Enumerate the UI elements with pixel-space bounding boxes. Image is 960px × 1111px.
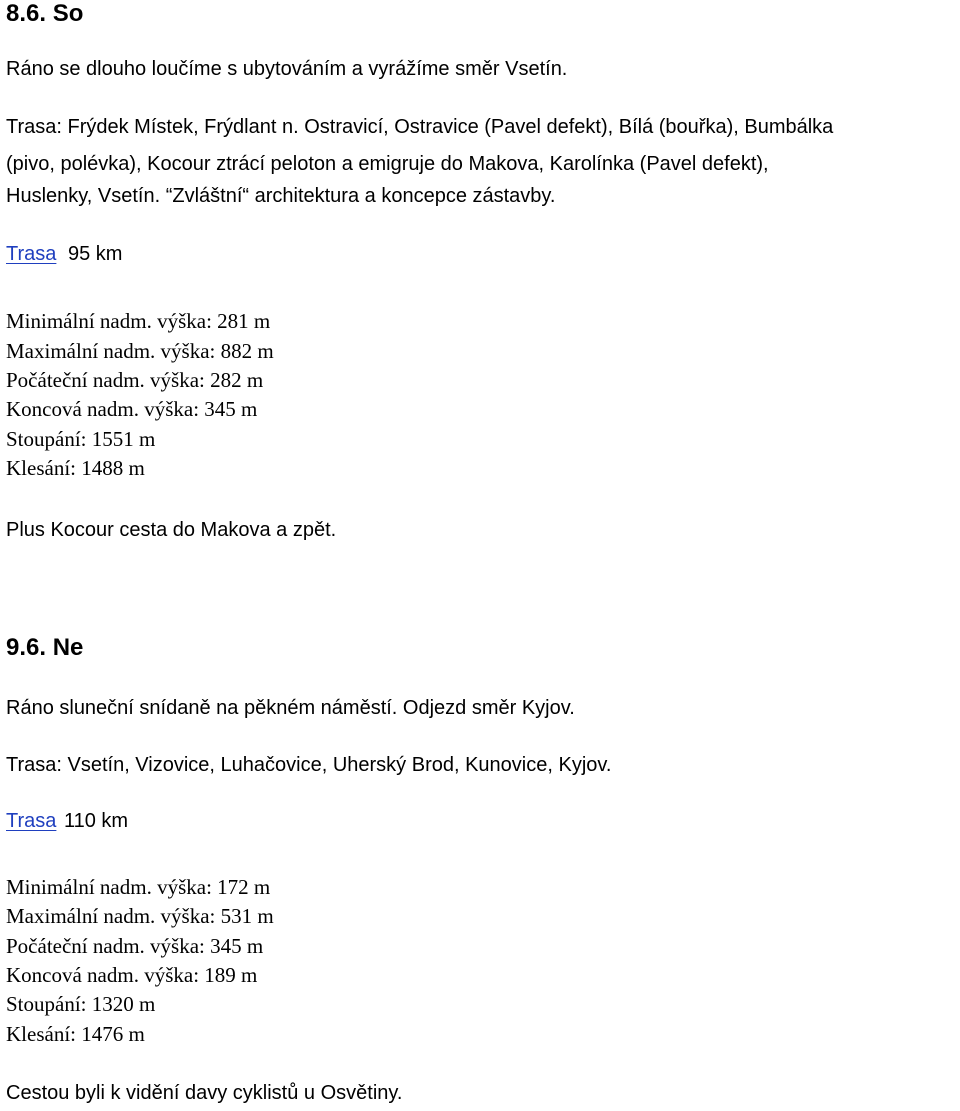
day2-stat-start: Počáteční nadm. výška: 345 m	[6, 934, 264, 958]
day2-stat-min: Minimální nadm. výška: 172 m	[6, 875, 271, 899]
day1-route-line-1: Trasa: Frýdek Místek, Frýdlant n. Ostravicí, Ostravice (Pavel defekt), Bílá (bouřka), Bumbálka	[6, 116, 834, 138]
day1-stat-ascent: Stoupání: 1551 m	[6, 427, 156, 451]
day1-stat-descent: Klesání: 1488 m	[6, 456, 145, 480]
day2-track-distance: 110 km	[63, 810, 129, 832]
day2-intro: Ráno sluneční snídaně na pěkném náměstí. Odjezd směr Kyjov.	[6, 697, 575, 719]
day1-track-link[interactable]: Trasa	[6, 243, 57, 265]
day1-intro: Ráno se dlouho loučíme s ubytováním a vyrážíme směr Vsetín.	[6, 58, 568, 80]
day2-route: Trasa: Vsetín, Vizovice, Luhačovice, Uherský Brod, Kunovice, Kyjov.	[6, 754, 612, 776]
day1-track	[6, 243, 122, 266]
day1-route-line-3: Huslenky, Vsetín. “Zvláštní“ architektura a koncepce zástavby.	[6, 185, 556, 207]
day2-note: Cestou byli k vidění davy cyklistů u Osvětiny.	[6, 1082, 403, 1104]
day2-stat-end: Koncová nadm. výška: 189 m	[6, 963, 258, 987]
day2-stat-max: Maximální nadm. výška: 531 m	[6, 904, 274, 928]
day1-track-distance: 95 km	[67, 243, 123, 265]
day2-track-link[interactable]: Trasa	[6, 810, 57, 832]
day1-heading: 8.6. So	[6, 0, 84, 27]
day2-stat-ascent: Stoupání: 1320 m	[6, 992, 156, 1016]
day1-stat-max: Maximální nadm. výška: 882 m	[6, 339, 274, 363]
day1-stat-end: Koncová nadm. výška: 345 m	[6, 397, 258, 421]
day1-stat-min: Minimální nadm. výška: 281 m	[6, 309, 271, 333]
day1-note: Plus Kocour cesta do Makova a zpět.	[6, 519, 337, 541]
day2-stat-descent: Klesání: 1476 m	[6, 1022, 145, 1046]
day1-route-line-2: (pivo, polévka), Kocour ztrácí peloton a emigruje do Makova, Karolínka (Pavel defekt),	[6, 153, 769, 175]
day2-heading: 9.6. Ne	[6, 634, 84, 661]
day2-track	[6, 810, 128, 833]
day1-stat-start: Počáteční nadm. výška: 282 m	[6, 368, 264, 392]
